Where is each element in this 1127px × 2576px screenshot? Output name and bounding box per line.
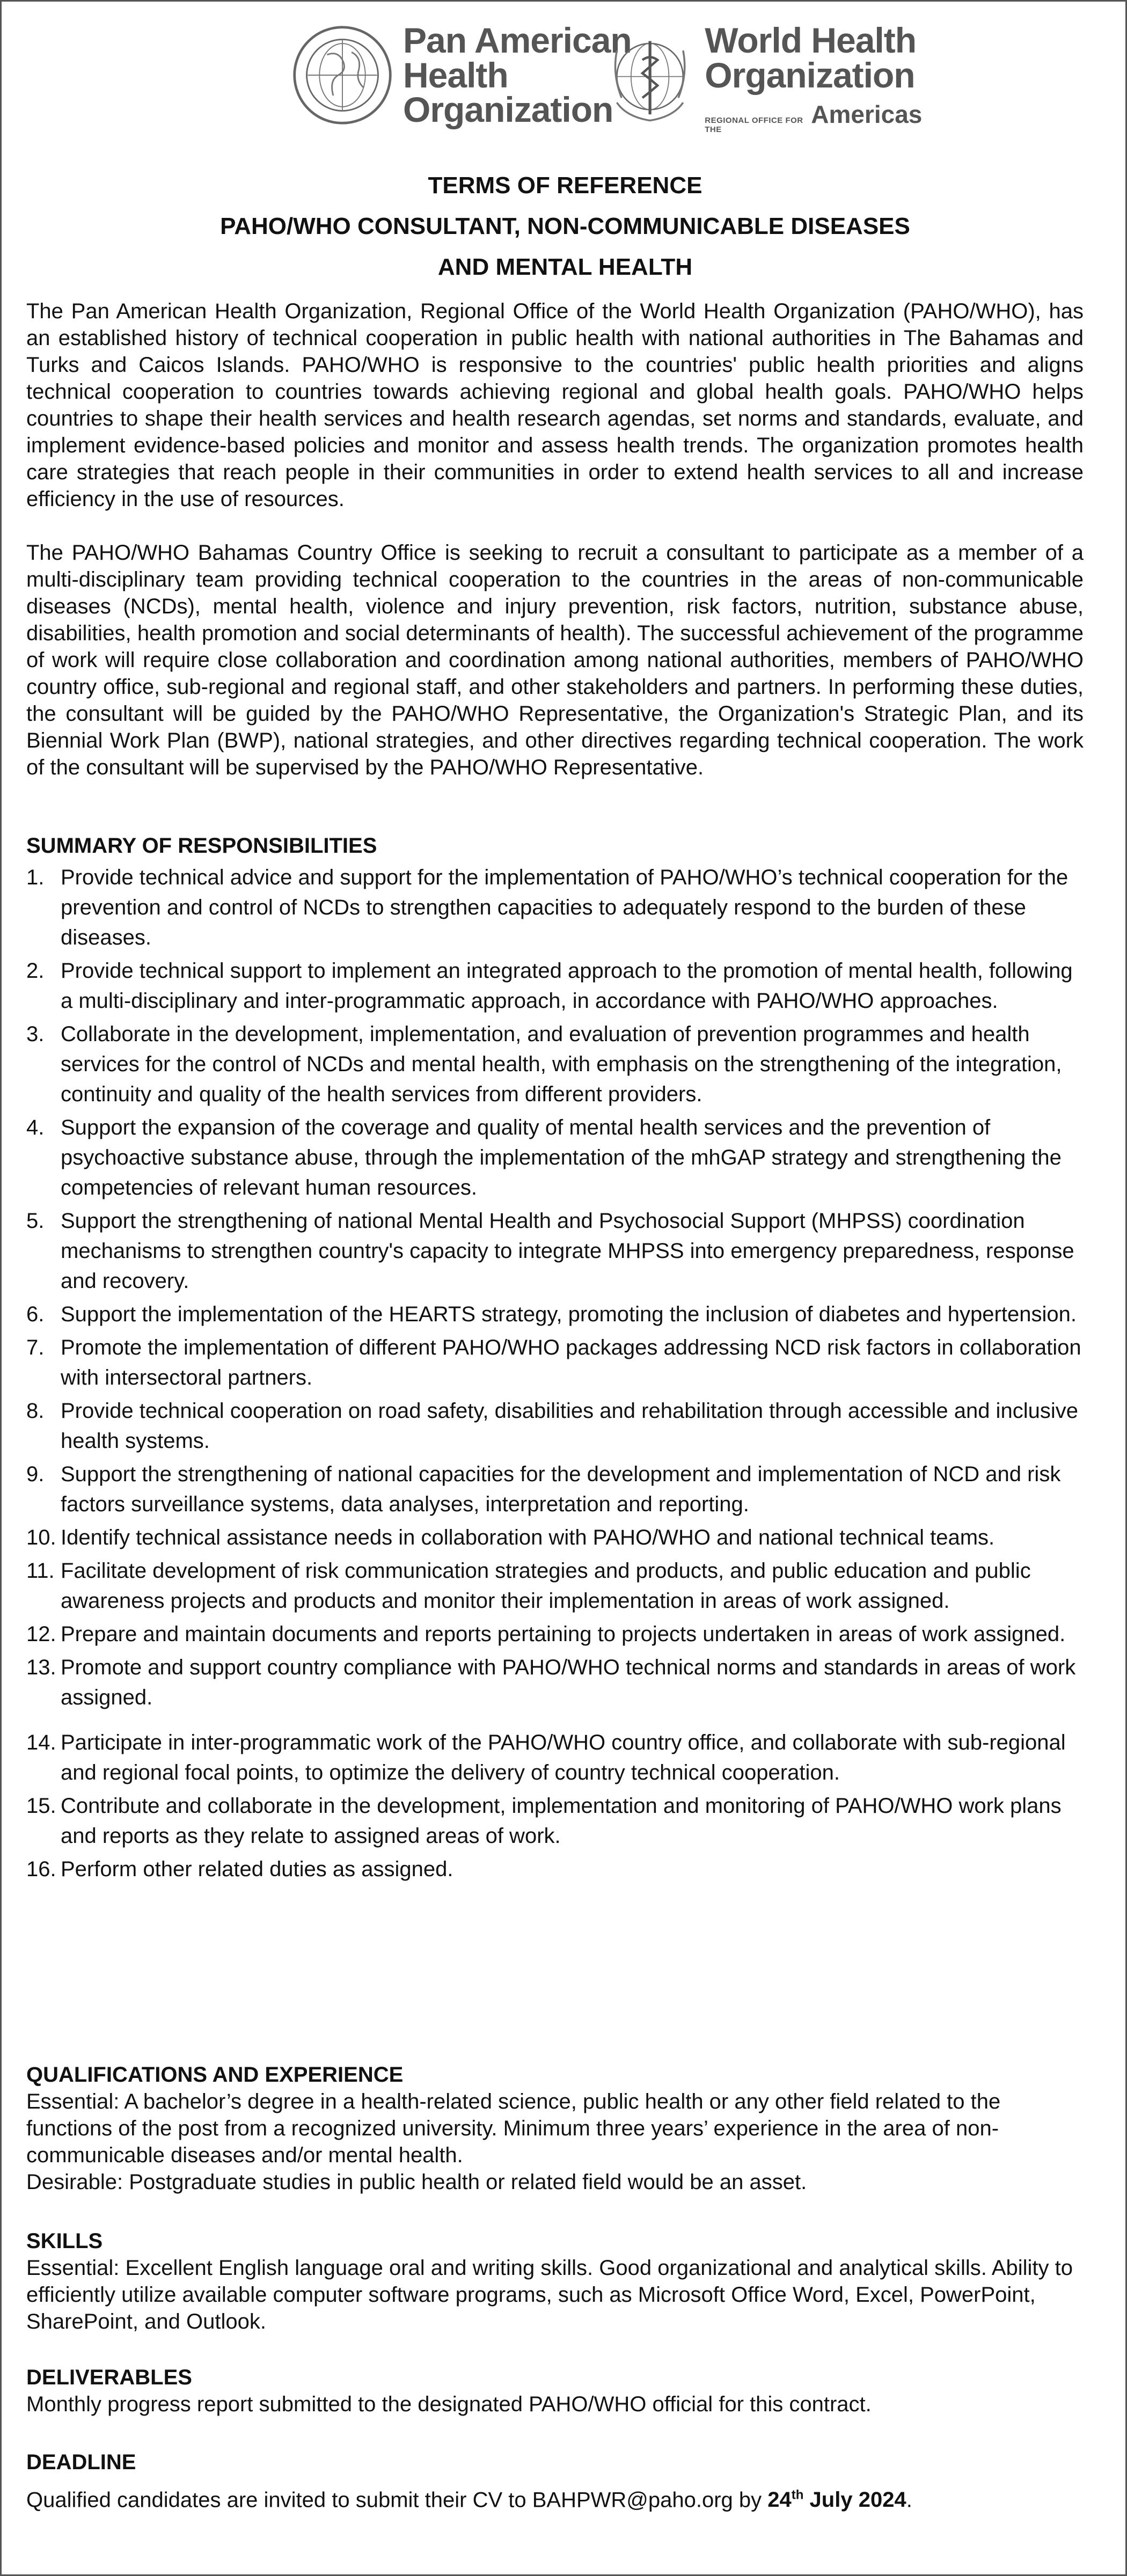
deliverables-text: Monthly progress report submitted to the designated PAHO/WHO official for this contract. — [26, 2392, 872, 2416]
skills-essential: Essential: Excellent English language oral and writing skills. Good organizational and analytical skills. Ability to efficiently utilize available computer software programs, such as Microsoft Office Word, Excel, PowerPoint, SharePoint, and Outlook. — [26, 2256, 1073, 2333]
qualifications-desirable: Desirable: Postgraduate studies in public health or related field would be an asset. — [26, 2170, 807, 2194]
list-item — [26, 1299, 1084, 1329]
paho-logo — [291, 20, 632, 130]
item-text: Provide technical support to implement an integrated approach to the promotion of mental health, following a multi-disciplinary and inter-programmatic approach, in accordance with PAHO/WHO approaches. — [61, 959, 1073, 1013]
list-item — [26, 1652, 1084, 1713]
item-text: Collaborate in the development, implementation, and evaluation of prevention programmes and health services for the control of NCDs and mental health, with emphasis on the strengthening of the integration, continuity and quality of the health services from different providers. — [61, 1022, 1062, 1106]
item-number: 13. — [26, 1656, 56, 1679]
item-text: Promote and support country compliance with PAHO/WHO technical norms and standards in areas of work assigned. — [61, 1656, 1076, 1709]
list-item — [26, 1523, 1084, 1553]
deadline-month-year: July 2024 — [803, 2488, 906, 2512]
list-item — [26, 1728, 1084, 1788]
item-number: 3. — [26, 1022, 45, 1046]
list-item — [26, 1556, 1084, 1616]
skills-heading: SKILLS — [26, 2229, 103, 2253]
deadline-text — [26, 2482, 1084, 2513]
deadline-date — [767, 2488, 906, 2512]
item-number: 5. — [26, 1209, 45, 1233]
document-title: TERMS OF REFERENCE — [428, 172, 702, 199]
item-number: 1. — [26, 866, 45, 889]
position-title-line-1: PAHO/WHO CONSULTANT, NON-COMMUNICABLE DISEASES — [220, 213, 910, 239]
qualifications-heading: QUALIFICATIONS AND EXPERIENCE — [26, 2063, 404, 2087]
who-name-line-2: Organization — [705, 55, 915, 95]
list-item — [26, 1113, 1084, 1203]
item-number: 15. — [26, 1794, 56, 1818]
deadline-day: 24 — [767, 2488, 792, 2512]
who-region-name: Americas — [811, 100, 923, 129]
paho-name-line-3: Organization — [403, 90, 613, 130]
list-item — [26, 956, 1084, 1016]
list-item — [26, 1459, 1084, 1519]
paho-seal-icon — [291, 24, 393, 126]
responsibilities-list — [26, 862, 1084, 1884]
deliverables-heading: DELIVERABLES — [26, 2366, 192, 2389]
item-number: 9. — [26, 1462, 45, 1486]
item-number: 14. — [26, 1731, 56, 1754]
intro-paragraph-1: The Pan American Health Organization, Regional Office of the World Health Organization (PAHO/WHO), has an established history of technical cooperation in public health with national authorities in The Bahamas and Turks and Caicos Islands. PAHO/WHO is responsive to the countries' public health priorities and aligns technical cooperation to countries towards achieving regional and global health goals. PAHO/WHO helps countries to shape their health services and health research agendas, set norms and standards, evaluate, and implement evidence-based policies and monitor and assess health trends. The organization promotes health care strategies that reach people in their communities in order to extend health services to all and increase efficiency in the use of resources. — [26, 299, 1084, 511]
qualifications-essential: Essential: A bachelor’s degree in a health-related science, public health or any other field related to the functions of the post from a recognized university. Minimum three years’ experience in the area of non-communicable diseases and/or mental health. — [26, 2090, 1001, 2167]
list-item — [26, 1333, 1084, 1393]
item-text: Support the implementation of the HEARTS strategy, promoting the inclusion of diabetes and hypertension. — [61, 1302, 1077, 1326]
deadline-period: . — [906, 2488, 912, 2512]
responsibilities-section — [26, 832, 1084, 1884]
deadline-day-suffix: th — [791, 2488, 804, 2502]
item-text: Support the strengthening of national Mental Health and Psychosocial Support (MHPSS) coordination mechanisms to strengthen country's capacity to integrate MHPSS into emergency preparedness, response and recovery. — [61, 1209, 1074, 1293]
item-text: Contribute and collaborate in the development, implementation and monitoring of PAHO/WHO work plans and reports as they relate to assigned areas of work. — [61, 1794, 1062, 1848]
list-item — [26, 1791, 1084, 1851]
item-text: Prepare and maintain documents and reports pertaining to projects undertaken in areas of work assigned. — [61, 1622, 1066, 1646]
item-text: Support the expansion of the coverage and quality of mental health services and the prevention of psychoactive substance abuse, through the implementation of the mhGAP strategy and strengthening the competencies of relevant human resources. — [61, 1116, 1062, 1199]
item-number: 12. — [26, 1622, 56, 1646]
item-number: 11. — [26, 1559, 55, 1583]
responsibilities-heading: SUMMARY OF RESPONSIBILITIES — [26, 834, 377, 858]
item-text: Provide technical cooperation on road safety, disabilities and rehabilitation through accessible and inclusive health systems. — [61, 1399, 1078, 1453]
qualifications-section — [26, 2061, 1084, 2196]
item-text: Provide technical advice and support for the implementation of PAHO/WHO’s technical cooperation for the prevention and control of NCDs to strengthen capacities to adequately respond to the burden of these diseases. — [61, 866, 1069, 949]
item-number: 7. — [26, 1336, 45, 1359]
deadline-heading: DEADLINE — [26, 2450, 136, 2474]
intro-paragraph-2: The PAHO/WHO Bahamas Country Office is seeking to recruit a consultant to participate as a member of a multi-disciplinary team providing technical cooperation to the countries in the areas of non-communicable diseases (NCDs), mental health, violence and injury prevention, risk factors, nutrition, substance abuse, disabilities, health promotion and social determinants of health). The successful achievement of the programme of work will require close collaboration and coordination among national authorities, members of PAHO/WHO country office, sub-regional and regional staff, and other stakeholders and partners. In performing these duties, the consultant will be guided by the PAHO/WHO Representative, the Organization's Strategic Plan, and its Biennial Work Plan (BWP), national strategies, and other directives regarding technical cooperation. The work of the consultant will be supervised by the PAHO/WHO Representative. — [26, 541, 1084, 779]
list-item — [26, 1206, 1084, 1296]
intro-section — [26, 298, 1084, 781]
who-name-line-1: World Health — [705, 20, 917, 60]
list-item — [26, 1019, 1084, 1109]
skills-section — [26, 2228, 1084, 2335]
who-name-block — [705, 20, 923, 135]
item-number: 2. — [26, 959, 45, 983]
paho-name-line-1: Pan American — [403, 20, 632, 60]
item-text: Facilitate development of risk communication strategies and products, and public education and public awareness projects and products and monitor their implementation in areas of work assigned. — [61, 1559, 1031, 1613]
item-text: Promote the implementation of different PAHO/WHO packages addressing NCD risk factors in collaboration with intersectoral partners. — [61, 1336, 1081, 1389]
position-title-line-2: AND MENTAL HEALTH — [437, 254, 693, 280]
deliverables-section — [26, 2364, 1084, 2418]
item-number: 4. — [26, 1116, 45, 1139]
item-text: Perform other related duties as assigned. — [61, 1857, 453, 1881]
item-number: 6. — [26, 1302, 45, 1326]
who-logo — [603, 20, 923, 135]
list-item — [26, 1619, 1084, 1649]
who-regional-label: REGIONAL OFFICE FOR THE — [705, 116, 803, 135]
header-logos — [291, 20, 923, 152]
item-text: Participate in inter-programmatic work of the PAHO/WHO country office, and collaborate with sub-regional and regional focal points, to optimize the delivery of country technical cooperation. — [61, 1731, 1066, 1784]
paho-name-line-2: Health — [403, 55, 508, 95]
list-item — [26, 1854, 1084, 1884]
list-item — [26, 862, 1084, 953]
who-emblem-icon — [603, 28, 697, 130]
item-number: 8. — [26, 1399, 45, 1423]
item-text: Identify technical assistance needs in collaboration with PAHO/WHO and national technical teams. — [61, 1526, 995, 1549]
item-number: 10. — [26, 1526, 56, 1549]
item-number: 16. — [26, 1857, 56, 1881]
paho-name — [403, 20, 632, 130]
who-name — [705, 20, 922, 95]
item-text: Support the strengthening of national capacities for the development and implementation of NCD and risk factors surveillance systems, data analyses, interpretation and reporting. — [61, 1462, 1061, 1516]
who-regional-office — [705, 100, 922, 134]
deadline-instruction: Qualified candidates are invited to submit their CV to BAHPWR@paho.org by — [26, 2488, 768, 2512]
list-item — [26, 1396, 1084, 1456]
deadline-section — [26, 2449, 1084, 2513]
